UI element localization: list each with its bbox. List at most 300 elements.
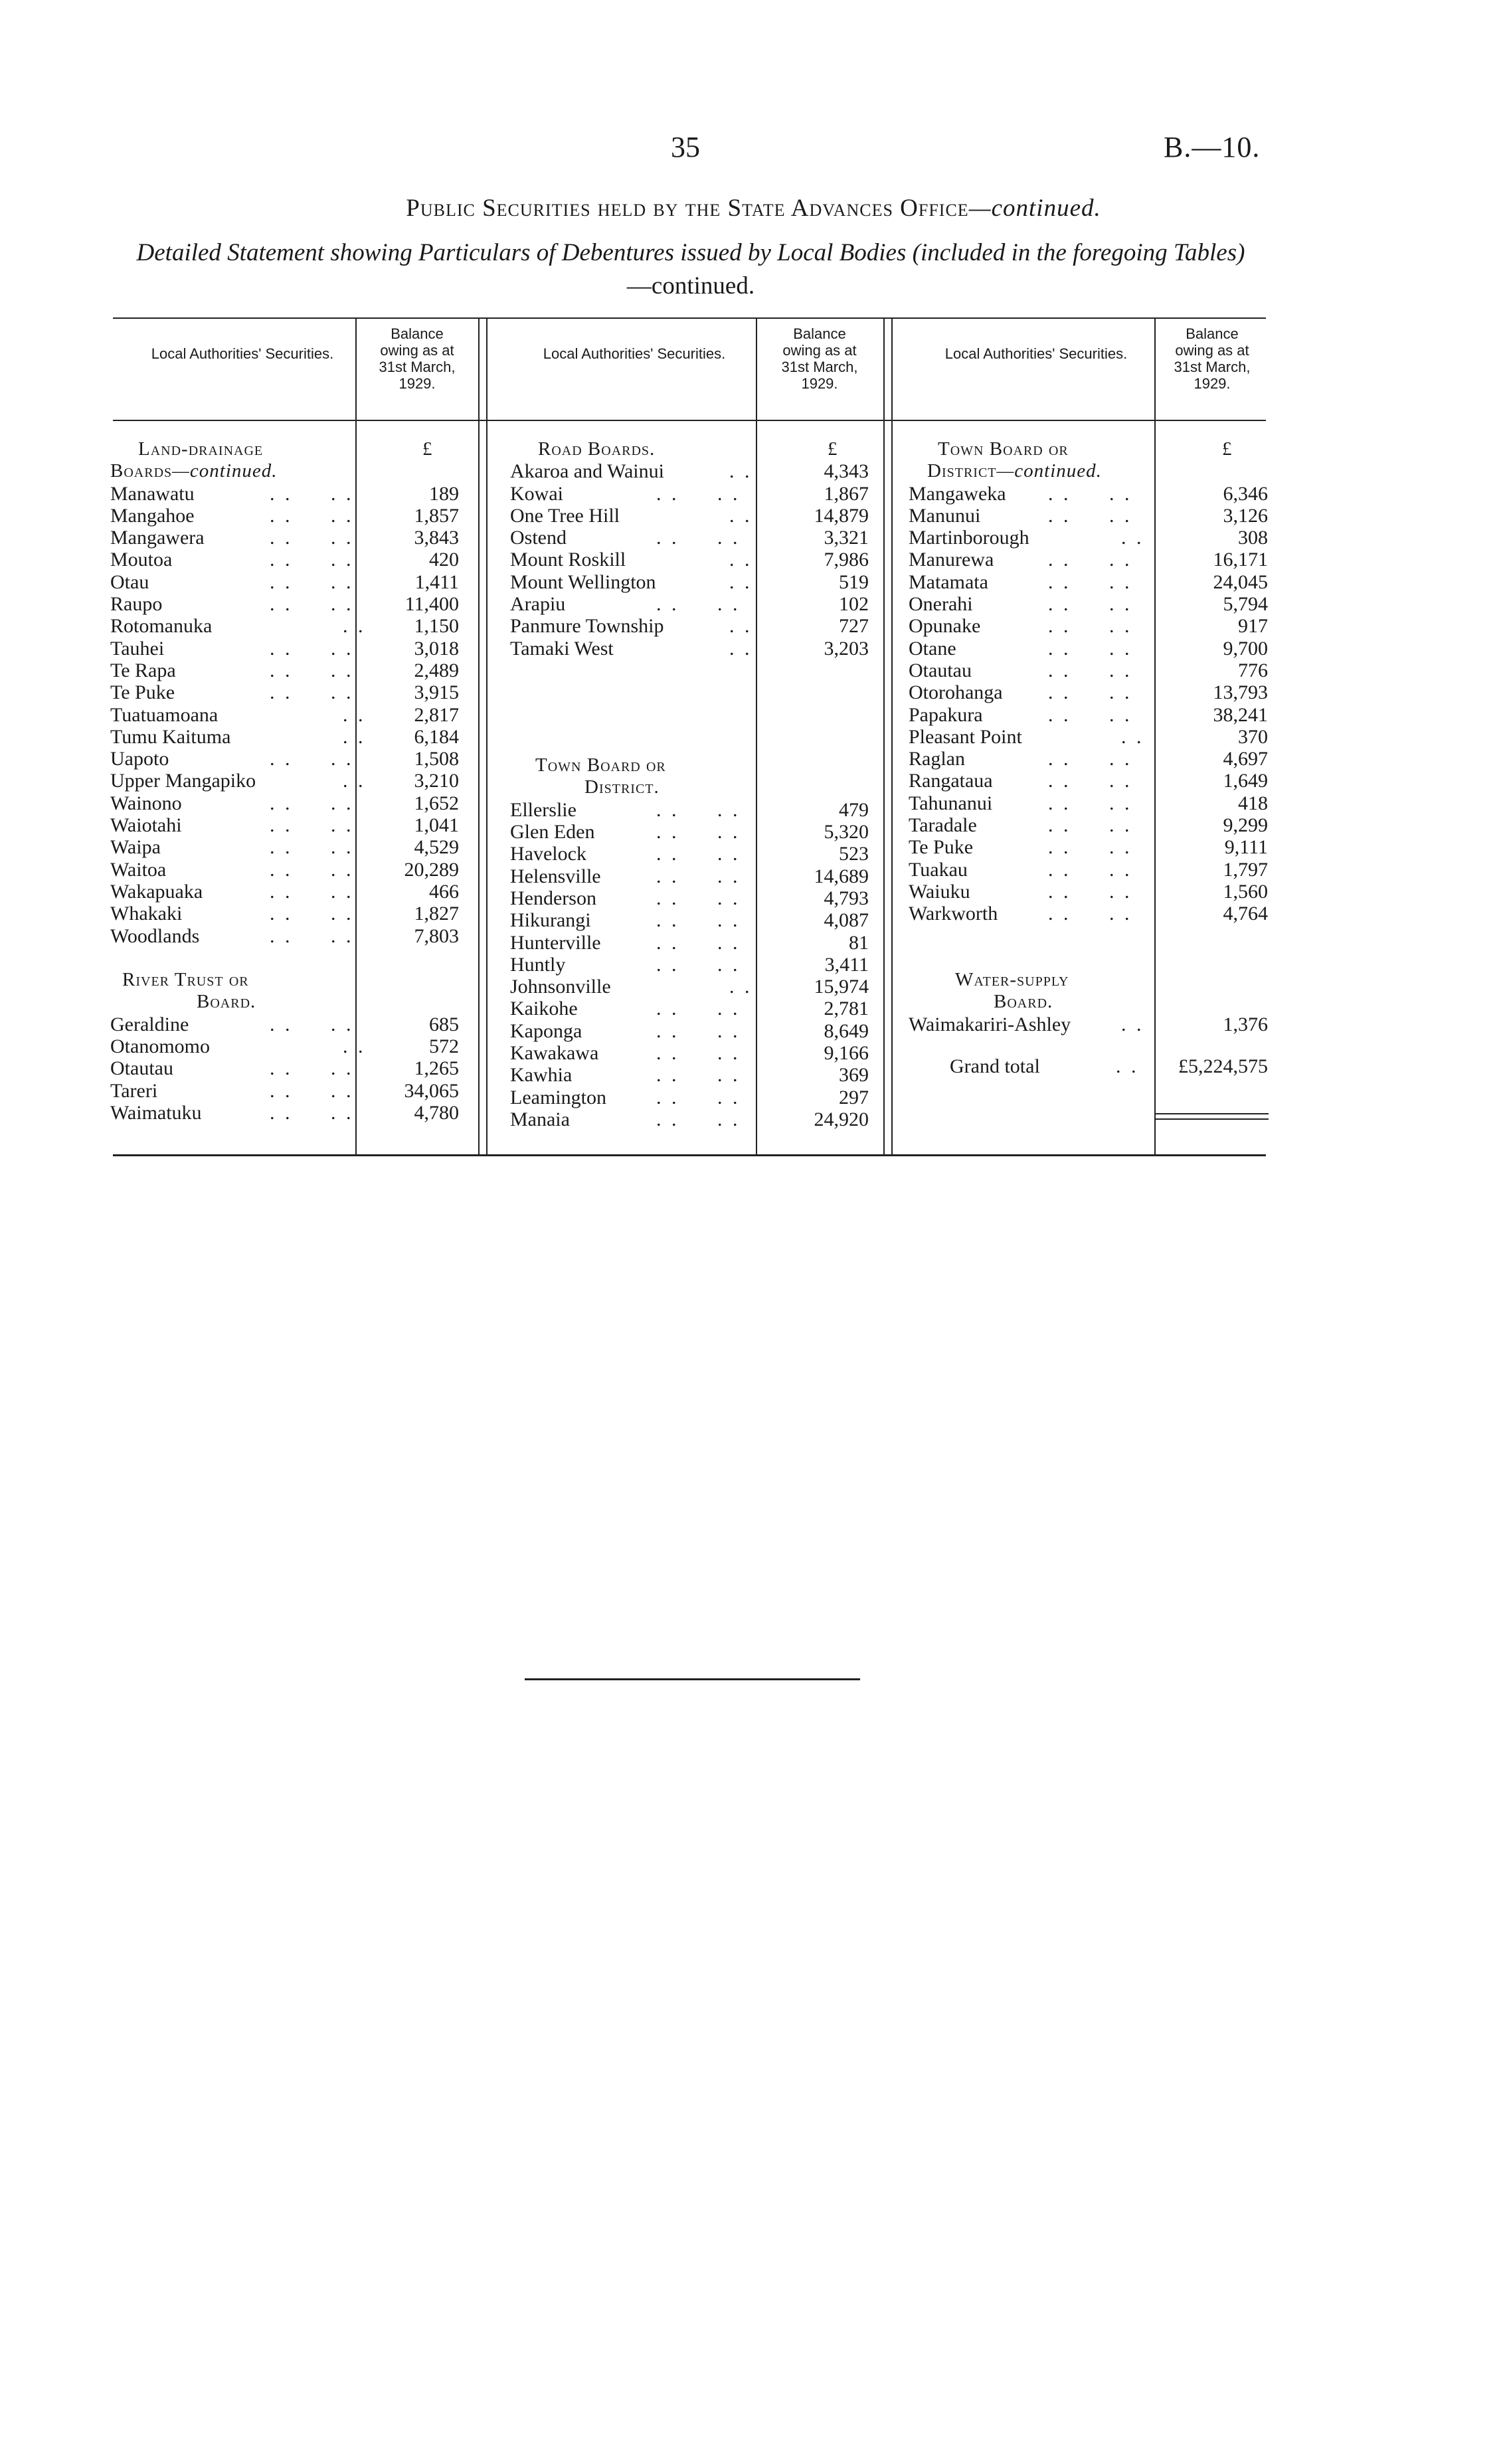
table-row bbox=[510, 571, 881, 593]
table-row bbox=[110, 483, 476, 505]
authority-name: Kowai bbox=[510, 482, 563, 505]
leader-dots: . . . . bbox=[1048, 836, 1132, 859]
balance-value: 2,781 bbox=[824, 998, 869, 1020]
leader-dots: . . . . bbox=[270, 593, 354, 616]
balance-value: 4,697 bbox=[1223, 748, 1268, 770]
table-row bbox=[510, 932, 881, 954]
table-column-2 bbox=[510, 438, 881, 1130]
leader-dots: . . . . bbox=[656, 1108, 741, 1130]
authority-name: Waimakariri-Ashley bbox=[909, 1013, 1071, 1035]
leader-dots: . . . . bbox=[1048, 880, 1132, 903]
table-row bbox=[510, 1042, 881, 1064]
leader-dots: . . . . bbox=[1048, 792, 1132, 814]
table-row bbox=[510, 1108, 881, 1130]
authority-name: Huntly bbox=[510, 953, 566, 976]
table-row bbox=[110, 704, 476, 726]
leader-dots: . . . . bbox=[656, 887, 741, 909]
balance-value: 308 bbox=[1238, 527, 1268, 549]
authority-name: Hunterville bbox=[510, 931, 601, 954]
leader-dots: . . . . bbox=[270, 504, 354, 527]
leader-dots: . . . . bbox=[656, 998, 741, 1020]
authority-name: Arapiu bbox=[510, 593, 566, 616]
table-row bbox=[909, 638, 1271, 660]
title-suffix: —continued. bbox=[968, 195, 1101, 222]
currency-symbol: £ bbox=[422, 438, 433, 460]
leader-dots: . . . . bbox=[1048, 858, 1132, 881]
authority-name: Henderson bbox=[510, 887, 596, 909]
table-row bbox=[510, 843, 881, 865]
table-row bbox=[510, 483, 881, 505]
balance-value: 1,265 bbox=[414, 1057, 459, 1080]
balance-value: 102 bbox=[839, 593, 869, 616]
table-row bbox=[909, 704, 1271, 726]
table-row bbox=[110, 881, 476, 903]
leader-dots: . . . . bbox=[656, 843, 741, 865]
authority-name: Mangawera bbox=[110, 527, 205, 549]
section-heading: Town Board or bbox=[535, 754, 666, 776]
leader-dots: . . . . bbox=[1048, 681, 1132, 704]
leader-dots: . . bbox=[729, 637, 753, 660]
page-subtitle bbox=[126, 236, 1255, 303]
authority-name: Raglan bbox=[909, 748, 965, 770]
table-row bbox=[909, 681, 1271, 703]
balance-value: 727 bbox=[839, 615, 869, 638]
authority-name: Tauhei bbox=[110, 637, 165, 660]
authority-name: Mount Wellington bbox=[510, 571, 656, 593]
balance-value: 5,320 bbox=[824, 821, 869, 843]
leader-dots: . . . . bbox=[270, 1057, 354, 1080]
table-row bbox=[110, 571, 476, 593]
authority-name: Uapoto bbox=[110, 748, 169, 770]
authority-name: One Tree Hill bbox=[510, 504, 620, 527]
authority-name: Kaponga bbox=[510, 1019, 582, 1042]
balance-value: 1,857 bbox=[414, 504, 459, 527]
leader-dots: . . . . bbox=[656, 1086, 741, 1108]
balance-value: 7,803 bbox=[414, 924, 459, 947]
leader-dots: . . . . bbox=[270, 924, 354, 947]
table-header-rule bbox=[113, 420, 1266, 421]
authority-name: Helensville bbox=[510, 865, 601, 887]
authority-name: Mount Roskill bbox=[510, 549, 626, 571]
balance-value: 1,560 bbox=[1223, 880, 1268, 903]
column-header-balance: Balance owing as at 31st March, 1929. bbox=[781, 325, 858, 392]
authority-name: Papakura bbox=[909, 703, 983, 726]
balance-value: 1,376 bbox=[1223, 1013, 1268, 1035]
section-heading: Board. bbox=[994, 991, 1053, 1013]
balance-value: 1,041 bbox=[414, 814, 459, 837]
authority-name: Ostend bbox=[510, 527, 567, 549]
table-row bbox=[110, 681, 476, 703]
grand-total-label: Grand total bbox=[950, 1055, 1040, 1078]
leader-dots: . . bbox=[343, 770, 366, 792]
authority-name: Raupo bbox=[110, 593, 163, 616]
authority-name: Kaikohe bbox=[510, 998, 578, 1020]
authority-name: Otorohanga bbox=[909, 681, 1003, 704]
authority-name: Manunui bbox=[909, 504, 981, 527]
table-row bbox=[510, 460, 881, 482]
balance-value: 3,915 bbox=[414, 681, 459, 704]
authority-name: Moutoa bbox=[110, 549, 173, 571]
section-heading: River Trust or bbox=[122, 969, 249, 991]
balance-value: 24,920 bbox=[814, 1108, 869, 1130]
table-row bbox=[110, 925, 476, 947]
balance-value: 3,321 bbox=[824, 527, 869, 549]
leader-dots: . . bbox=[729, 504, 753, 527]
authority-name: Martinborough bbox=[909, 527, 1029, 549]
table-row bbox=[909, 593, 1271, 615]
leader-dots: . . . . bbox=[1048, 549, 1132, 571]
authority-name: Akaroa and Wainui bbox=[510, 460, 664, 483]
table-row bbox=[909, 859, 1271, 881]
table-row bbox=[510, 505, 881, 527]
authority-name: Kawakawa bbox=[510, 1042, 599, 1065]
balance-value: 2,489 bbox=[414, 659, 459, 681]
table-row bbox=[110, 1080, 476, 1102]
authority-name: Matamata bbox=[909, 571, 988, 593]
balance-value: 3,411 bbox=[824, 953, 869, 976]
table-row bbox=[909, 836, 1271, 858]
leader-dots: . . . . bbox=[656, 865, 741, 887]
authority-name: Rotomanuka bbox=[110, 615, 213, 638]
authority-name: Otautau bbox=[909, 659, 972, 681]
authority-name: Tahunanui bbox=[909, 792, 993, 814]
leader-dots: . . bbox=[1121, 1013, 1144, 1035]
leader-dots: . . . . bbox=[1048, 703, 1132, 726]
table-column-1 bbox=[110, 438, 476, 1124]
leader-dots: . . . . bbox=[270, 748, 354, 770]
authority-name: Whakaki bbox=[110, 903, 183, 925]
authority-name: Waiuku bbox=[909, 880, 970, 903]
balance-value: 1,652 bbox=[414, 792, 459, 814]
authority-name: Wainono bbox=[110, 792, 182, 814]
balance-value: 189 bbox=[429, 482, 459, 505]
balance-value: 4,780 bbox=[414, 1101, 459, 1124]
balance-value: 1,649 bbox=[1223, 770, 1268, 792]
balance-value: 3,210 bbox=[414, 770, 459, 792]
table-row bbox=[110, 1013, 476, 1035]
table-top-rule bbox=[113, 317, 1266, 319]
subtitle-suffix: —continued. bbox=[626, 272, 755, 300]
balance-value: 9,700 bbox=[1223, 637, 1268, 660]
authority-name: Ellerslie bbox=[510, 798, 576, 821]
table-row bbox=[909, 527, 1271, 549]
balance-value: 14,689 bbox=[814, 865, 869, 887]
leader-dots: . . . . bbox=[1048, 903, 1132, 925]
leader-dots: . . . . bbox=[1048, 770, 1132, 792]
authority-name: Opunake bbox=[909, 615, 981, 638]
leader-dots: . . . . bbox=[270, 527, 354, 549]
balance-value: 4,793 bbox=[824, 887, 869, 909]
page-number: 35 bbox=[671, 131, 700, 163]
authority-name: Woodlands bbox=[110, 924, 200, 947]
leader-dots: . . . . bbox=[1048, 504, 1132, 527]
table-row bbox=[510, 799, 881, 821]
authority-name: Tareri bbox=[110, 1079, 158, 1102]
leader-dots: . . bbox=[729, 549, 753, 571]
authority-name: Rangataua bbox=[909, 770, 993, 792]
authority-name: Warkworth bbox=[909, 903, 998, 925]
table-row bbox=[909, 903, 1271, 924]
table-row bbox=[510, 954, 881, 976]
balance-value: 6,184 bbox=[414, 725, 459, 748]
leader-dots: . . . . bbox=[1048, 814, 1132, 837]
table-row bbox=[909, 748, 1271, 770]
authority-name: Tamaki West bbox=[510, 637, 614, 660]
leader-dots: . . . . bbox=[656, 1064, 741, 1087]
authority-name: Upper Mangapiko bbox=[110, 770, 256, 792]
balance-value: 369 bbox=[839, 1064, 869, 1087]
leader-dots: . . . . bbox=[656, 1019, 741, 1042]
table-row bbox=[110, 615, 476, 637]
subtitle-text: Detailed Statement showing Particulars of Debentures issued by Local Bodies (included in the foregoing Tables) bbox=[136, 239, 1245, 266]
column-divider bbox=[486, 317, 488, 1154]
authority-name: Te Puke bbox=[110, 681, 175, 704]
balance-value: 4,764 bbox=[1223, 903, 1268, 925]
balance-value: 1,411 bbox=[414, 571, 459, 593]
authority-name: Panmure Township bbox=[510, 615, 664, 638]
leader-dots: . . . . bbox=[1048, 615, 1132, 638]
leader-dots: . . . . bbox=[656, 1042, 741, 1065]
leader-dots: . . . . bbox=[270, 858, 354, 881]
table-row bbox=[510, 638, 881, 660]
balance-value: 1,508 bbox=[414, 748, 459, 770]
leader-dots: . . . . bbox=[270, 792, 354, 814]
leader-dots: . . . . bbox=[270, 903, 354, 925]
balance-value: 2,817 bbox=[414, 703, 459, 726]
table-row bbox=[909, 615, 1271, 637]
table-row bbox=[510, 1020, 881, 1042]
column-divider bbox=[883, 317, 885, 1154]
grand-total-underline bbox=[1154, 1113, 1269, 1114]
balance-value: 3,018 bbox=[414, 637, 459, 660]
leader-dots: . . . . bbox=[1048, 482, 1132, 505]
leader-dots: . . . . bbox=[270, 482, 354, 505]
balance-value: 297 bbox=[839, 1086, 869, 1108]
authority-name: Taradale bbox=[909, 814, 977, 837]
authority-name: Waimatuku bbox=[110, 1101, 202, 1124]
table-row bbox=[510, 1087, 881, 1108]
leader-dots: . . . . bbox=[270, 1101, 354, 1124]
column-header-authority: Local Authorities' Securities. bbox=[944, 345, 1128, 362]
balance-value: 776 bbox=[1238, 659, 1268, 681]
column-divider bbox=[478, 317, 480, 1154]
leader-dots: . . . . bbox=[656, 527, 741, 549]
balance-value: 15,974 bbox=[814, 976, 869, 998]
balance-value: 24,045 bbox=[1213, 571, 1268, 593]
grand-total-value: £5,224,575 bbox=[1178, 1055, 1268, 1078]
authority-name: Glen Eden bbox=[510, 821, 595, 843]
balance-value: 6,346 bbox=[1223, 482, 1268, 505]
title-main: Public Securities held by the State Advances Office bbox=[406, 195, 969, 222]
table-row bbox=[909, 726, 1271, 748]
column-divider bbox=[891, 317, 893, 1154]
leader-dots: . . bbox=[343, 615, 366, 638]
authority-name: Otau bbox=[110, 571, 149, 593]
leader-dots: . . bbox=[343, 1035, 366, 1058]
table-row bbox=[510, 887, 881, 909]
authority-name: Kawhia bbox=[510, 1064, 573, 1087]
leader-dots: . . bbox=[343, 725, 366, 748]
balance-value: 917 bbox=[1238, 615, 1268, 638]
table-row bbox=[110, 748, 476, 770]
authority-name: Mangahoe bbox=[110, 504, 195, 527]
balance-value: 479 bbox=[839, 798, 869, 821]
leader-dots: . . . . bbox=[656, 593, 741, 616]
leader-dots: . . bbox=[1121, 725, 1144, 748]
document-reference: B.—10. bbox=[1164, 131, 1261, 163]
authority-name: Pleasant Point bbox=[909, 725, 1022, 748]
authority-name: Leamington bbox=[510, 1086, 606, 1108]
section-heading: Town Board or £ bbox=[938, 438, 1233, 460]
balance-value: 7,986 bbox=[824, 549, 869, 571]
leader-dots: . . . . bbox=[270, 836, 354, 859]
leader-dots: . . bbox=[1121, 527, 1144, 549]
table-row bbox=[909, 660, 1271, 681]
authority-name: Tuatuamoana bbox=[110, 703, 219, 726]
balance-value: 4,343 bbox=[824, 460, 869, 483]
table-row bbox=[110, 527, 476, 549]
section-heading: Board. bbox=[197, 991, 256, 1013]
authority-name: Havelock bbox=[510, 843, 586, 865]
column-header-balance: Balance owing as at 31st March, 1929. bbox=[379, 325, 456, 392]
authority-name: Geraldine bbox=[110, 1013, 189, 1035]
authority-name: Te Puke bbox=[909, 836, 974, 859]
grand-total-row bbox=[909, 1055, 1271, 1077]
balance-value: 420 bbox=[429, 549, 459, 571]
leader-dots: . . bbox=[729, 460, 753, 483]
authority-name: Otane bbox=[909, 637, 956, 660]
leader-dots: . . . . bbox=[656, 482, 741, 505]
leader-dots: . . . . bbox=[656, 931, 741, 954]
table-row bbox=[510, 1064, 881, 1086]
table-column-3 bbox=[909, 438, 1271, 1077]
table-row bbox=[510, 821, 881, 843]
table-row bbox=[510, 976, 881, 998]
table-row bbox=[510, 549, 881, 571]
table-row bbox=[510, 998, 881, 1019]
balance-value: 20,289 bbox=[404, 858, 459, 881]
leader-dots: . . bbox=[1116, 1055, 1139, 1078]
table-row bbox=[510, 909, 881, 931]
balance-value: 685 bbox=[429, 1013, 459, 1035]
section-heading: Road Boards. £ bbox=[538, 438, 838, 460]
authority-name: Manawatu bbox=[110, 482, 195, 505]
leader-dots: . . . . bbox=[270, 549, 354, 571]
balance-value: 466 bbox=[429, 880, 459, 903]
table-row bbox=[110, 660, 476, 681]
table-row bbox=[110, 903, 476, 924]
column-header-authority: Local Authorities' Securities. bbox=[151, 345, 334, 362]
table-row bbox=[510, 865, 881, 887]
leader-dots: . . bbox=[729, 976, 753, 998]
table-row bbox=[909, 1013, 1271, 1035]
leader-dots: . . . . bbox=[270, 637, 354, 660]
table-row bbox=[110, 814, 476, 836]
balance-value: 4,529 bbox=[414, 836, 459, 859]
authority-name: Onerahi bbox=[909, 593, 973, 616]
authority-name: Waipa bbox=[110, 836, 161, 859]
table-bottom-rule bbox=[113, 1154, 1266, 1156]
balance-value: 370 bbox=[1238, 725, 1268, 748]
table-row bbox=[909, 814, 1271, 836]
leader-dots: . . . . bbox=[270, 571, 354, 593]
leader-dots: . . . . bbox=[270, 1079, 354, 1102]
table-row bbox=[909, 770, 1271, 792]
leader-dots: . . . . bbox=[1048, 748, 1132, 770]
leader-dots: . . bbox=[729, 571, 753, 593]
table-row bbox=[510, 615, 881, 637]
table-row bbox=[110, 792, 476, 814]
table-row bbox=[110, 770, 476, 792]
balance-value: 8,649 bbox=[824, 1019, 869, 1042]
currency-symbol: £ bbox=[1222, 438, 1233, 460]
authority-name: Mangaweka bbox=[909, 482, 1006, 505]
table-row bbox=[909, 792, 1271, 814]
authority-name: Tumu Kaituma bbox=[110, 725, 231, 748]
page-title bbox=[0, 194, 1507, 222]
table-row bbox=[110, 836, 476, 858]
balance-value: 9,111 bbox=[1224, 836, 1268, 859]
table-row bbox=[909, 881, 1271, 903]
authority-name: Wakapuaka bbox=[110, 880, 203, 903]
column-header-balance: Balance owing as at 31st March, 1929. bbox=[1174, 325, 1251, 392]
leader-dots: . . . . bbox=[1048, 593, 1132, 616]
grand-total-underline bbox=[1154, 1118, 1269, 1120]
section-heading: Boards—continued. bbox=[110, 460, 278, 482]
balance-value: 9,166 bbox=[824, 1042, 869, 1065]
balance-value: 34,065 bbox=[404, 1079, 459, 1102]
authority-name: Waiotahi bbox=[110, 814, 182, 837]
balance-value: 14,879 bbox=[814, 504, 869, 527]
balance-value: 38,241 bbox=[1213, 703, 1268, 726]
section-heading: District. bbox=[584, 776, 660, 798]
balance-value: 1,827 bbox=[414, 903, 459, 925]
leader-dots: . . . . bbox=[270, 1013, 354, 1035]
authority-name: Manaia bbox=[510, 1108, 570, 1130]
table-row bbox=[110, 859, 476, 881]
balance-value: 418 bbox=[1238, 792, 1268, 814]
column-header-authority: Local Authorities' Securities. bbox=[543, 345, 726, 362]
leader-dots: . . . . bbox=[270, 880, 354, 903]
balance-value: 9,299 bbox=[1223, 814, 1268, 837]
leader-dots: . . . . bbox=[270, 681, 354, 704]
leader-dots: . . . . bbox=[270, 814, 354, 837]
authority-name: Otanomomo bbox=[110, 1035, 210, 1058]
balance-value: 4,087 bbox=[824, 909, 869, 932]
authority-name: Otautau bbox=[110, 1057, 173, 1080]
authority-name: Johnsonville bbox=[510, 976, 611, 998]
balance-value: 16,171 bbox=[1213, 549, 1268, 571]
leader-dots: . . . . bbox=[1048, 571, 1132, 593]
balance-value: 3,843 bbox=[414, 527, 459, 549]
balance-value: 13,793 bbox=[1213, 681, 1268, 704]
balance-value: 523 bbox=[839, 843, 869, 865]
end-of-page-rule bbox=[525, 1678, 860, 1680]
balance-value: 3,126 bbox=[1223, 504, 1268, 527]
leader-dots: . . . . bbox=[656, 909, 741, 932]
leader-dots: . . bbox=[729, 615, 753, 638]
leader-dots: . . bbox=[343, 703, 366, 726]
table-row bbox=[110, 638, 476, 660]
section-heading: Land-drainage £ bbox=[138, 438, 433, 460]
leader-dots: . . . . bbox=[1048, 637, 1132, 660]
authority-name: Hikurangi bbox=[510, 909, 591, 932]
authority-name: Manurewa bbox=[909, 549, 994, 571]
balance-value: 11,400 bbox=[404, 593, 459, 616]
table-row bbox=[110, 1057, 476, 1079]
table-row bbox=[110, 549, 476, 571]
table-row bbox=[510, 527, 881, 549]
